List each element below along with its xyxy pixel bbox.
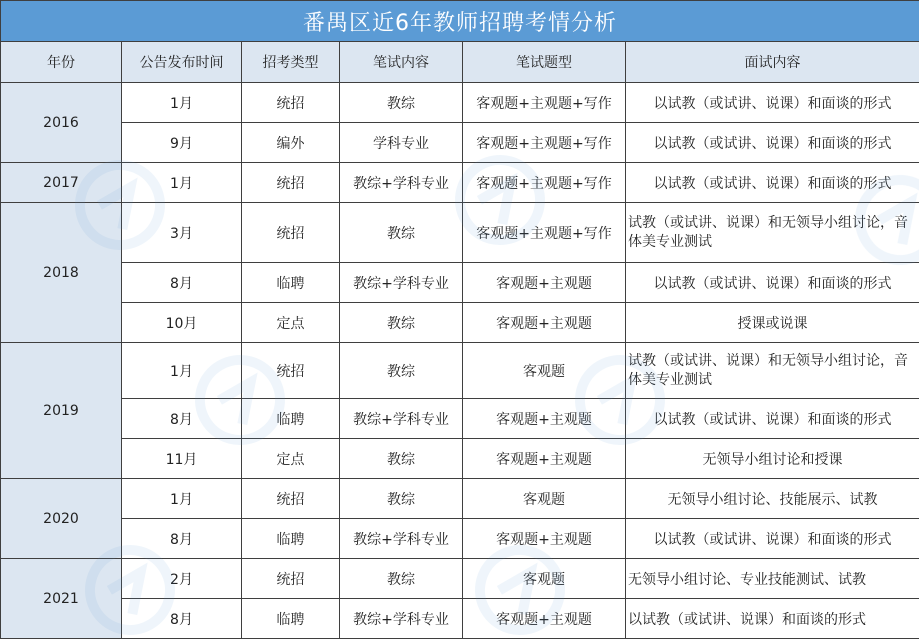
- table-row: [1, 599, 919, 639]
- interview-cell: 以试教（或试讲、说课）和面谈的形式: [626, 519, 919, 559]
- interview-cell: 以试教（或试讲、说课）和面谈的形式: [626, 263, 919, 303]
- header-row: [1, 42, 919, 83]
- year-cell: 2021: [1, 559, 122, 639]
- table-row: [1, 303, 919, 343]
- content-cell: 教综: [340, 439, 463, 479]
- year-cell: 2016: [1, 83, 122, 163]
- table-row: [1, 399, 919, 439]
- date-cell: 8月: [122, 519, 242, 559]
- format-cell: 客观题+主观题+写作: [463, 203, 626, 263]
- date-cell: 8月: [122, 599, 242, 639]
- date-cell: 1月: [122, 479, 242, 519]
- date-cell: 8月: [122, 399, 242, 439]
- content-cell: 教综: [340, 303, 463, 343]
- table-row: [1, 123, 919, 163]
- type-cell: 编外: [242, 123, 340, 163]
- format-cell: 客观题+主观题: [463, 263, 626, 303]
- page-title: 番禺区近6年教师招聘考情分析: [1, 1, 919, 42]
- column-header-date: 公告发布时间: [122, 42, 242, 83]
- type-cell: 统招: [242, 559, 340, 599]
- column-header-year: 年份: [1, 42, 122, 83]
- year-cell: 2017: [1, 163, 122, 203]
- table-row: [1, 263, 919, 303]
- format-cell: 客观题+主观题: [463, 519, 626, 559]
- interview-cell: 以试教（或试讲、说课）和面谈的形式: [626, 123, 919, 163]
- date-cell: 8月: [122, 263, 242, 303]
- content-cell: 教综: [340, 203, 463, 263]
- date-cell: 1月: [122, 83, 242, 123]
- interview-cell: 无领导小组讨论、技能展示、试教: [626, 479, 919, 519]
- type-cell: 临聘: [242, 599, 340, 639]
- content-cell: 教综: [340, 343, 463, 399]
- year-cell: 2020: [1, 479, 122, 559]
- content-cell: 教综: [340, 479, 463, 519]
- content-cell: 教综+学科专业: [340, 263, 463, 303]
- interview-cell: 以试教（或试讲、说课）和面谈的形式: [626, 599, 919, 639]
- type-cell: 统招: [242, 203, 340, 263]
- interview-cell: 以试教（或试讲、说课）和面谈的形式: [626, 163, 919, 203]
- table-row: [1, 519, 919, 559]
- type-cell: 统招: [242, 343, 340, 399]
- type-cell: 定点: [242, 303, 340, 343]
- content-cell: 教综+学科专业: [340, 163, 463, 203]
- table-row: [1, 163, 919, 203]
- column-header-type: 招考类型: [242, 42, 340, 83]
- table-row: [1, 439, 919, 479]
- format-cell: 客观题: [463, 479, 626, 519]
- date-cell: 10月: [122, 303, 242, 343]
- content-cell: 教综: [340, 83, 463, 123]
- table-row: [1, 479, 919, 519]
- column-header-content: 笔试内容: [340, 42, 463, 83]
- format-cell: 客观题: [463, 559, 626, 599]
- interview-cell: 以试教（或试讲、说课）和面谈的形式: [626, 399, 919, 439]
- format-cell: 客观题+主观题: [463, 599, 626, 639]
- interview-cell: 无领导小组讨论和授课: [626, 439, 919, 479]
- type-cell: 统招: [242, 83, 340, 123]
- format-cell: 客观题+主观题: [463, 399, 626, 439]
- content-cell: 学科专业: [340, 123, 463, 163]
- interview-cell: 试教（或试讲、说课）和无领导小组讨论，音体美专业测试: [626, 203, 919, 263]
- content-cell: 教综+学科专业: [340, 599, 463, 639]
- date-cell: 1月: [122, 163, 242, 203]
- interview-cell: 无领导小组讨论、专业技能测试、试教: [626, 559, 919, 599]
- type-cell: 统招: [242, 163, 340, 203]
- date-cell: 2月: [122, 559, 242, 599]
- table-row: [1, 83, 919, 123]
- type-cell: 定点: [242, 439, 340, 479]
- year-cell: 2018: [1, 203, 122, 343]
- interview-cell: 授课或说课: [626, 303, 919, 343]
- content-cell: 教综+学科专业: [340, 399, 463, 439]
- date-cell: 1月: [122, 343, 242, 399]
- format-cell: 客观题: [463, 343, 626, 399]
- type-cell: 临聘: [242, 399, 340, 439]
- column-header-format: 笔试题型: [463, 42, 626, 83]
- format-cell: 客观题+主观题: [463, 303, 626, 343]
- table-row: [1, 203, 919, 263]
- content-cell: 教综: [340, 559, 463, 599]
- column-header-interview: 面试内容: [626, 42, 919, 83]
- date-cell: 11月: [122, 439, 242, 479]
- interview-cell: 试教（或试讲、说课）和无领导小组讨论，音体美专业测试: [626, 343, 919, 399]
- date-cell: 3月: [122, 203, 242, 263]
- type-cell: 临聘: [242, 519, 340, 559]
- format-cell: 客观题+主观题: [463, 439, 626, 479]
- content-cell: 教综+学科专业: [340, 519, 463, 559]
- type-cell: 统招: [242, 479, 340, 519]
- year-cell: 2019: [1, 343, 122, 479]
- table-row: [1, 559, 919, 599]
- type-cell: 临聘: [242, 263, 340, 303]
- format-cell: 客观题+主观题+写作: [463, 123, 626, 163]
- format-cell: 客观题+主观题+写作: [463, 83, 626, 123]
- table-row: [1, 343, 919, 399]
- date-cell: 9月: [122, 123, 242, 163]
- format-cell: 客观题+主观题+写作: [463, 163, 626, 203]
- interview-cell: 以试教（或试讲、说课）和面谈的形式: [626, 83, 919, 123]
- title-row: [1, 1, 919, 42]
